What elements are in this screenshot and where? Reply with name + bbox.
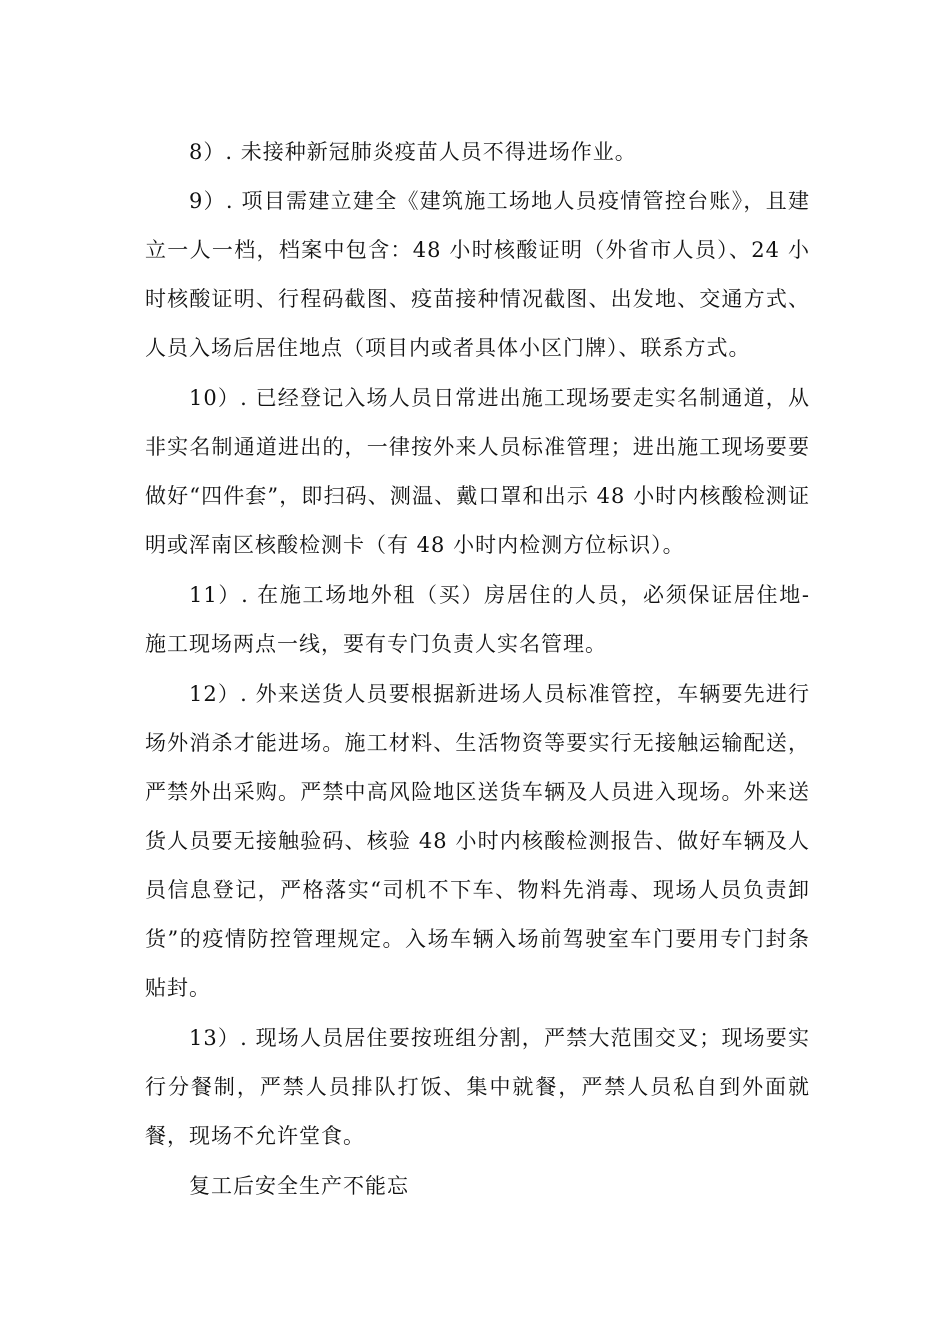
paragraph-item-13: 13）. 现场人员居住要按班组分割，严禁大范围交叉；现场要实行分餐制，严禁人员排队打饭、集中就餐，严禁人员私自到外面就餐，现场不允许堂食。: [145, 1026, 810, 1148]
paragraph-item-11: 11）. 在施工场地外租（买）房居住的人员，必须保证居住地-施工现场两点一线，要有专门负责人实名管理。: [145, 583, 810, 656]
paragraph-item-10: 10）. 已经登记入场人员日常进出施工现场要走实名制通道，从非实名制通道进出的，一律按外来人员标准管理；进出施工现场要要做好“四件套”，即扫码、测温、戴口罩和出示 48 小时内核酸检测证明或浑南区核酸检测卡（有 48 小时内检测方位标识）。: [145, 386, 810, 557]
paragraph-item-8: 8）. 未接种新冠肺炎疫苗人员不得进场作业。: [189, 140, 637, 164]
paragraph-item-12: 12）. 外来送货人员要根据新进场人员标准管控，车辆要先进行场外消杀才能进场。施工材料、生活物资等要实行无接触运输配送，严禁外出采购。严禁中高风险地区送货车辆及人员进入现场。外来送货人员要无接触验码、核验 48 小时内核酸检测报告、做好车辆及人员信息登记，严格落实“司机不下车、物料先消毒、现场人员负责卸货”的疫情防控管理规定。入场车辆入场前驾驶室车门要用专门封条贴封。: [145, 682, 810, 1000]
section-heading: 复工后安全生产不能忘: [189, 1174, 409, 1198]
paragraph-item-9: 9）. 项目需建立建全《建筑施工场地人员疫情管控台账》，且建立一人一档，档案中包含：48 小时核酸证明（外省市人员）、24 小时核酸证明、行程码截图、疫苗接种情况截图、出发地、交通方式、人员入场后居住地点（项目内或者具体小区门牌）、联系方式。: [145, 189, 810, 360]
